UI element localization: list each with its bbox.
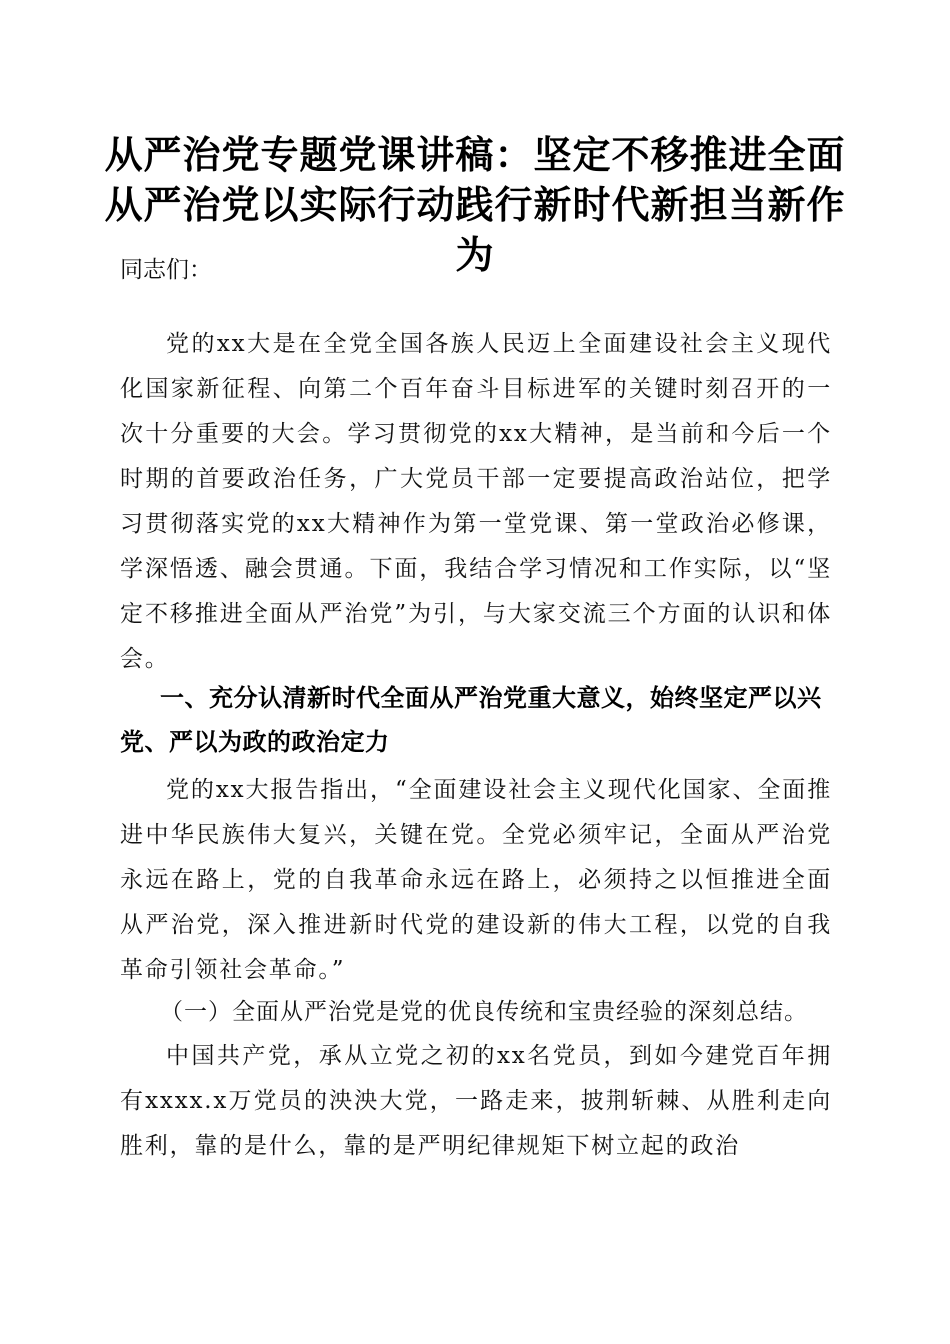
paragraph-history: 中国共产党，承从立党之初的xx名党员，到如今建党百年拥有xxxx.x万党员的泱泱大党，一路走来，披荆斩棘、从胜利走向胜利，靠的是什么，靠的是严明纪律规矩下树立起的政治 — [120, 1043, 832, 1159]
subsection-heading-1: （一）全面从严治党是党的优良传统和宝贵经验的深刻总结。 — [160, 999, 808, 1025]
paragraph-intro: 党的xx大是在全党全国各族人民迈上全面建设社会主义现代化国家新征程、向第二个百年奋斗目标进军的关键时刻召开的一次十分重要的大会。学习贯彻党的xx大精神，是当前和今后一个时期的首要政治任务，广大党员干部一定要提高政治站位，把学习贯彻落实党的xx大精神作为第一堂党课、第一堂政治必修课，学深悟透、融会贯通。下面，我结合学习情况和工作实际，以“坚定不移推进全面从严治党”为引，与大家交流三个方面的认识和体会。 — [120, 331, 832, 672]
greeting: 同志们： — [120, 257, 212, 283]
section-heading-1: 一、充分认清新时代全面从严治党重大意义，始终坚定严以兴党、严以为政的政治定力 — [120, 684, 822, 756]
paragraph-report-quote: 党的xx大报告指出，“全面建设社会主义现代化国家、全面推进中华民族伟大复兴，关键在党。全党必须牢记，全面从严治党永远在路上，党的自我革命永远在路上，必须持之以恒推进全面从严治党，深入推进新时代党的建设新的伟大工程，以党的自我革命引领社会革命。” — [120, 777, 832, 983]
document-title: 从严治党专题党课讲稿：坚定不移推进全面从严治党以实际行动践行新时代新担当新作为 — [104, 132, 846, 277]
